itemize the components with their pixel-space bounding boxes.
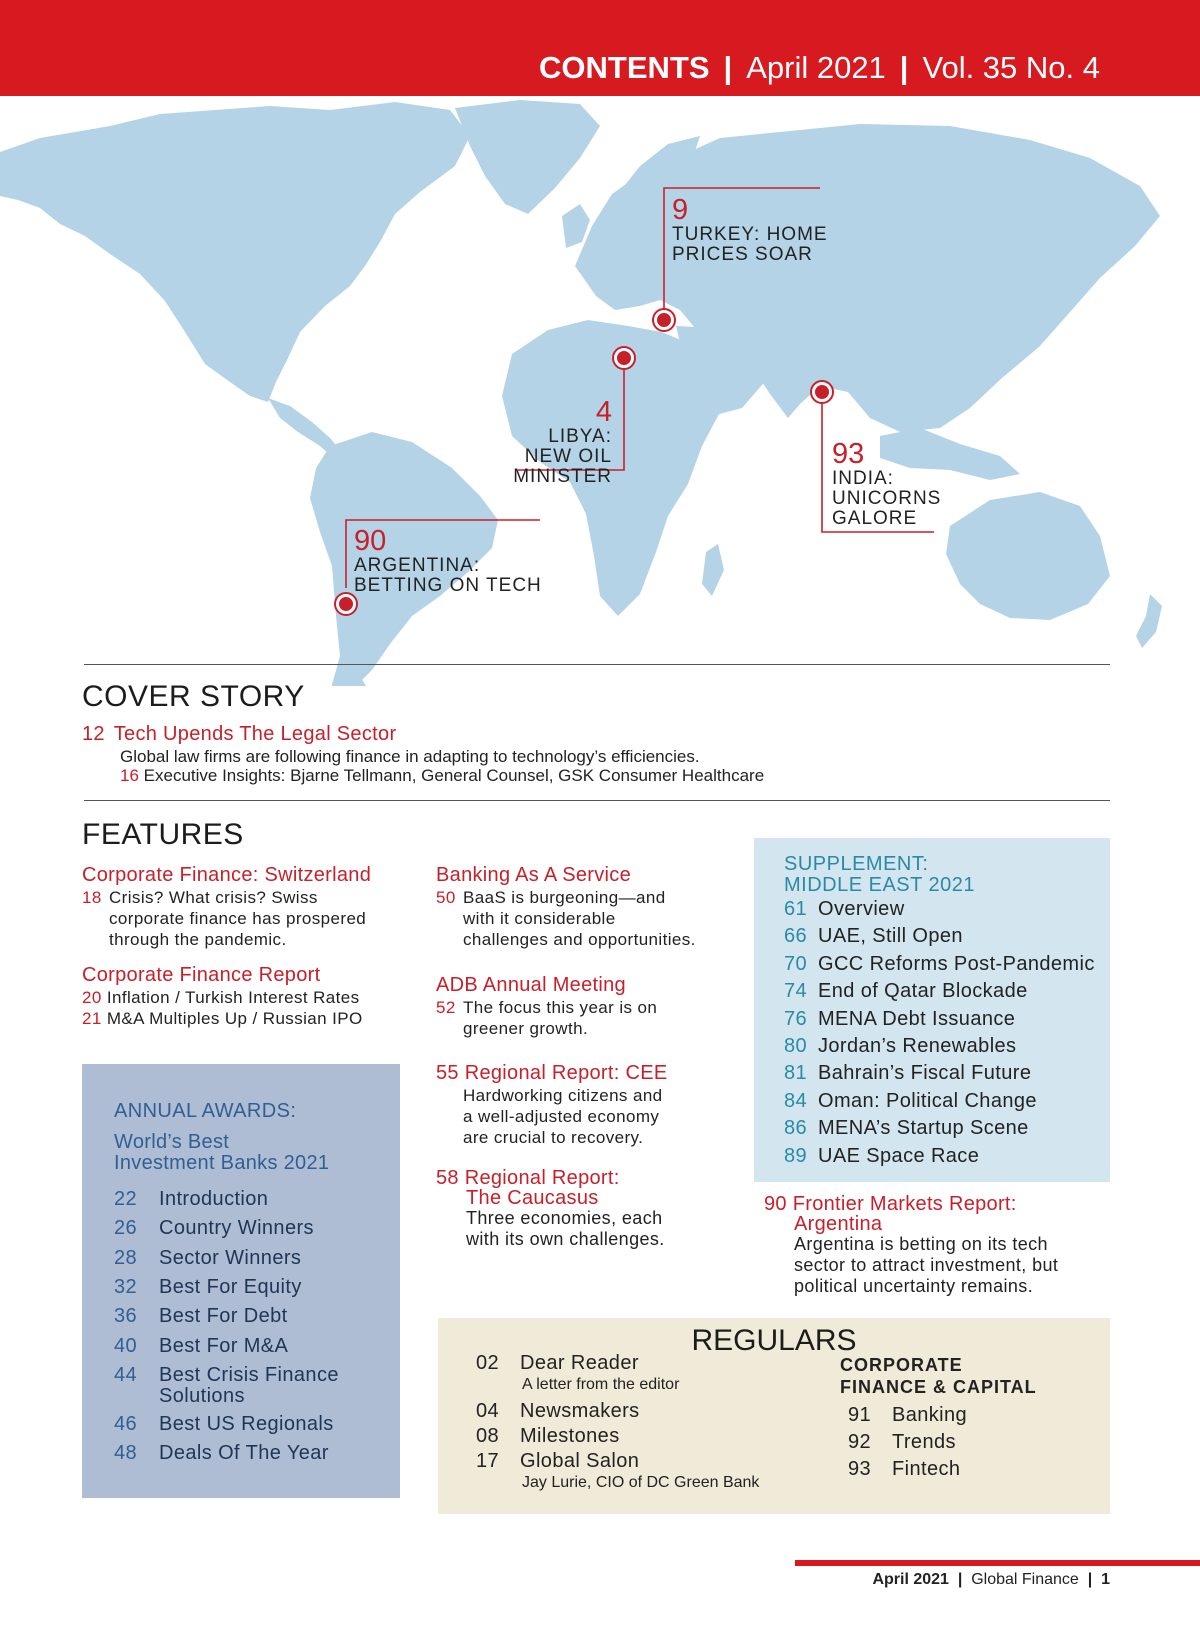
list-item-text: Oman: Political Change (818, 1089, 1037, 1112)
list-page-number: 76 (784, 1007, 808, 1030)
footer-publication: Global Finance (971, 1571, 1079, 1588)
feature-row-text: M&A Multiples Up / Russian IPO (106, 1009, 363, 1028)
awards-title-line: Investment Banks 2021 (114, 1152, 330, 1174)
feature-title-row (436, 1168, 736, 1188)
supplement-item[interactable] (784, 1008, 1015, 1031)
list-item-text: Dear Reader (520, 1352, 639, 1374)
callout-page-number: 9 (672, 194, 689, 226)
feature-desc-line: political uncertainty remains. (794, 1276, 1034, 1296)
list-page-number: 04 (476, 1400, 500, 1422)
list-item-text: Introduction (159, 1188, 269, 1210)
feature-page: 58 (436, 1167, 459, 1189)
feature-row[interactable] (82, 987, 412, 1008)
supplement-item[interactable] (784, 1062, 1031, 1085)
regulars-box (438, 1318, 1110, 1514)
feature-item[interactable] (436, 1168, 736, 1250)
list-page-number: 61 (784, 898, 808, 920)
feature-title: ADB Annual Meeting (436, 974, 626, 996)
feature-item[interactable] (82, 864, 402, 950)
list-page-number: 48 (114, 1442, 138, 1465)
supplement-item[interactable] (784, 898, 905, 921)
list-page-number: 26 (114, 1217, 138, 1240)
feature-desc-line: BaaS is burgeoning—and (463, 888, 666, 907)
australia-shape (946, 492, 1110, 620)
regulars-item[interactable] (476, 1450, 639, 1473)
divider (84, 800, 1110, 801)
list-item-text: Best Crisis Finance (159, 1363, 339, 1386)
feature-desc-line: sector to attract investment, but (794, 1255, 1059, 1275)
regulars-right-heading-line: FINANCE & CAPITAL (840, 1377, 1037, 1397)
list-page-number: 36 (114, 1305, 138, 1328)
awards-box (82, 1064, 400, 1498)
callout-text: BETTING ON TECH (354, 575, 542, 596)
feature-desc-line: greener growth. (463, 1019, 589, 1038)
list-item-text: Best US Regionals (159, 1412, 334, 1435)
header-title (539, 50, 1100, 86)
callout-text: PRICES SOAR (672, 244, 813, 265)
list-page-number: 32 (114, 1275, 138, 1298)
list-page-number: 91 (848, 1404, 872, 1426)
callout-india[interactable] (832, 440, 941, 529)
feature-row[interactable] (82, 1008, 412, 1029)
supplement-title-line: MIDDLE EAST 2021 (784, 874, 976, 896)
list-item-text: Milestones (520, 1425, 620, 1447)
contents-label: CONTENTS (539, 50, 710, 85)
regulars-item[interactable] (476, 1400, 640, 1423)
supplement-title-line: SUPPLEMENT: (784, 853, 929, 875)
feature-desc-line: through the pandemic. (109, 930, 287, 949)
feature-row-text: Inflation / Turkish Interest Rates (106, 988, 360, 1007)
callout-turkey[interactable] (672, 196, 828, 265)
feature-title-row (764, 1194, 1110, 1214)
feature-item[interactable] (82, 964, 412, 1029)
supplement-item[interactable] (784, 1145, 979, 1168)
cover-story-heading: COVER STORY (82, 680, 305, 713)
list-page-number: 66 (784, 925, 808, 948)
feature-page: 20 (82, 988, 102, 1007)
feature-title: Regional Report: CEE (464, 1062, 668, 1084)
feature-title: Argentina (794, 1213, 883, 1235)
feature-title: Regional Report: (464, 1167, 620, 1189)
feature-title: Corporate Finance Report (82, 964, 321, 986)
regulars-heading: REGULARS (691, 1324, 857, 1357)
issue-date: April 2021 (746, 50, 886, 85)
feature-desc (436, 1208, 736, 1250)
feature-item[interactable] (436, 974, 736, 1039)
list-page-number: 80 (784, 1035, 808, 1057)
callout-text: GALORE (832, 508, 918, 529)
feature-desc-line: challenges and opportunities. (463, 930, 696, 949)
footer-date: April 2021 (872, 1571, 949, 1588)
supplement-item[interactable] (784, 980, 1028, 1003)
cover-story-link[interactable] (82, 723, 396, 746)
supplement-item[interactable] (784, 953, 1095, 976)
list-item-text: Overview (818, 898, 905, 920)
list-page-number: 70 (784, 952, 808, 975)
list-page-number: 08 (476, 1425, 500, 1447)
footer-rule (795, 1560, 1200, 1566)
list-item-text: Best For M&A (159, 1334, 289, 1357)
callout-page-number: 90 (354, 525, 387, 557)
awards-item[interactable] (114, 1305, 288, 1328)
feature-title-row (436, 1062, 736, 1085)
cover-sub-text: Executive Insights: Bjarne Tellmann, General Counsel, GSK Consumer Healthcare (143, 766, 765, 785)
features-heading: FEATURES (82, 818, 244, 851)
footer-separator: | (957, 1571, 963, 1588)
header-separator: | (899, 50, 909, 85)
callout-text: INDIA: (832, 468, 894, 489)
awards-item[interactable] (114, 1413, 334, 1436)
regulars-item-sub: Jay Lurie, CIO of DC Green Bank (522, 1474, 760, 1491)
feature-desc (436, 887, 736, 950)
feature-desc-line: corporate finance has prospered (109, 909, 367, 928)
feature-desc-line: with it considerable (463, 909, 616, 928)
awards-heading: ANNUAL AWARDS: (114, 1100, 297, 1122)
madagascar-shape (702, 544, 724, 596)
awards-item[interactable] (114, 1442, 329, 1465)
list-item-text: UAE Space Race (818, 1144, 980, 1167)
list-page-number: 46 (114, 1412, 138, 1435)
north-america-shape (0, 102, 470, 402)
feature-page: 50 (436, 888, 456, 907)
awards-item[interactable] (114, 1335, 288, 1358)
list-item-text: Best For Debt (159, 1305, 288, 1328)
list-item-text: UAE, Still Open (818, 925, 963, 948)
supplement-item[interactable] (784, 1090, 1037, 1113)
cover-story-desc: Global law firms are following finance in adapting to technology’s efficiencies. (120, 747, 700, 766)
feature-desc-line: The focus this year is on (463, 998, 658, 1017)
feature-page: 52 (436, 998, 456, 1017)
feature-item[interactable] (764, 1194, 1110, 1297)
list-item-text: Bahrain’s Fiscal Future (818, 1062, 1032, 1085)
list-item-text: Fintech (892, 1458, 961, 1480)
list-page-number: 44 (114, 1363, 138, 1386)
supplement-item[interactable] (784, 1035, 1016, 1058)
list-item-text: End of Qatar Blockade (818, 980, 1028, 1003)
list-item-text: Deals Of The Year (159, 1442, 329, 1465)
feature-desc-line: a well-adjusted economy (463, 1107, 660, 1126)
cover-story-page: 12 (82, 723, 105, 745)
regulars-right-item[interactable] (848, 1431, 956, 1454)
feature-desc-line: Three economies, each (466, 1208, 663, 1228)
list-page-number: 02 (476, 1352, 500, 1374)
list-page-number: 40 (114, 1334, 138, 1357)
feature-page: 21 (82, 1009, 102, 1028)
header-separator: | (723, 50, 733, 85)
list-page-number: 92 (848, 1431, 872, 1453)
list-page-number: 84 (784, 1089, 808, 1112)
issue-volume: Vol. 35 No. 4 (922, 50, 1100, 85)
feature-page: 90 (764, 1193, 787, 1215)
greenland-shape (455, 100, 600, 214)
callout-text: NEW OIL (524, 446, 612, 467)
feature-desc (436, 997, 736, 1039)
list-item-text: Sector Winners (159, 1246, 302, 1269)
callout-page-number: 4 (595, 396, 612, 428)
awards-item[interactable] (114, 1188, 268, 1211)
list-item-text: MENA’s Startup Scene (818, 1117, 1029, 1140)
callout-page-number: 93 (832, 438, 865, 470)
list-page-number: 28 (114, 1246, 138, 1269)
regulars-right-item[interactable] (848, 1458, 960, 1481)
awards-item-text-cont: Solutions (159, 1384, 245, 1407)
callout-text: ARGENTINA: (354, 555, 481, 576)
regulars-item[interactable] (476, 1425, 620, 1448)
callout-text: LIBYA: (548, 426, 612, 447)
feature-item[interactable] (436, 864, 736, 950)
feature-title: Corporate Finance: Switzerland (82, 864, 372, 886)
supplement-title (784, 854, 975, 896)
footer-page-number: 1 (1101, 1571, 1110, 1588)
awards-item[interactable] (114, 1276, 302, 1299)
list-page-number: 17 (476, 1450, 500, 1472)
cover-story-title: Tech Upends The Legal Sector (113, 723, 397, 745)
supplement-box (754, 838, 1110, 1182)
list-item-text: Newsmakers (520, 1400, 640, 1422)
feature-title: The Caucasus (466, 1187, 599, 1209)
new-zealand-shape (1136, 594, 1162, 648)
callout-libya[interactable] (460, 398, 612, 487)
regulars-right-heading (840, 1354, 1037, 1398)
list-item-text: Banking (892, 1404, 968, 1426)
footer-separator: | (1087, 1571, 1093, 1588)
supplement-item[interactable] (784, 925, 963, 948)
list-page-number: 22 (114, 1188, 138, 1210)
feature-page: 18 (82, 888, 102, 907)
regulars-item[interactable] (476, 1352, 639, 1375)
feature-desc-line: Argentina is betting on its tech (794, 1234, 1048, 1254)
callout-text: UNICORNS (832, 488, 942, 509)
feature-item[interactable] (436, 1062, 736, 1148)
list-item-text: Best For Equity (159, 1275, 302, 1298)
feature-title: Frontier Markets Report: (792, 1193, 1017, 1215)
list-item-text: MENA Debt Issuance (818, 1007, 1016, 1030)
feature-desc-line: Hardworking citizens and (463, 1086, 663, 1105)
list-page-number: 81 (784, 1062, 808, 1085)
feature-desc (436, 1085, 736, 1148)
cover-story-sub[interactable] (120, 765, 764, 786)
regulars-item-sub: A letter from the editor (522, 1376, 680, 1393)
supplement-item[interactable] (784, 1117, 1029, 1140)
list-item-text: Global Salon (520, 1450, 640, 1472)
callout-text: MINISTER (513, 466, 612, 487)
feature-page: 55 (436, 1062, 459, 1084)
list-page-number: 89 (784, 1144, 808, 1167)
regulars-right-heading-line: CORPORATE (840, 1355, 963, 1375)
awards-title-line: World’s Best (114, 1131, 230, 1153)
list-item-text: GCC Reforms Post-Pandemic (818, 952, 1095, 975)
list-item-text: Jordan’s Renewables (818, 1035, 1017, 1057)
header-bar (0, 0, 1200, 96)
feature-desc (82, 887, 402, 950)
world-map (0, 96, 1200, 686)
divider (84, 664, 1110, 665)
list-page-number: 93 (848, 1458, 872, 1480)
awards-title (114, 1132, 329, 1174)
list-page-number: 86 (784, 1117, 808, 1140)
callout-text: TURKEY: HOME (672, 224, 828, 245)
list-page-number: 74 (784, 980, 808, 1003)
cover-sub-page: 16 (120, 766, 139, 785)
list-item-text: Country Winners (159, 1217, 314, 1240)
awards-item[interactable] (114, 1217, 314, 1240)
awards-item[interactable] (114, 1364, 339, 1387)
feature-desc (764, 1234, 1110, 1297)
footer (872, 1571, 1110, 1589)
regulars-right-item[interactable] (848, 1404, 967, 1427)
feature-title: Banking As A Service (436, 864, 632, 886)
feature-desc-line: with its own challenges. (466, 1229, 665, 1249)
feature-desc-line: Crisis? What crisis? Swiss (109, 888, 318, 907)
feature-desc-line: are crucial to recovery. (463, 1128, 644, 1147)
callout-argentina[interactable] (354, 527, 542, 596)
list-item-text: Trends (892, 1431, 956, 1453)
awards-item[interactable] (114, 1247, 301, 1270)
